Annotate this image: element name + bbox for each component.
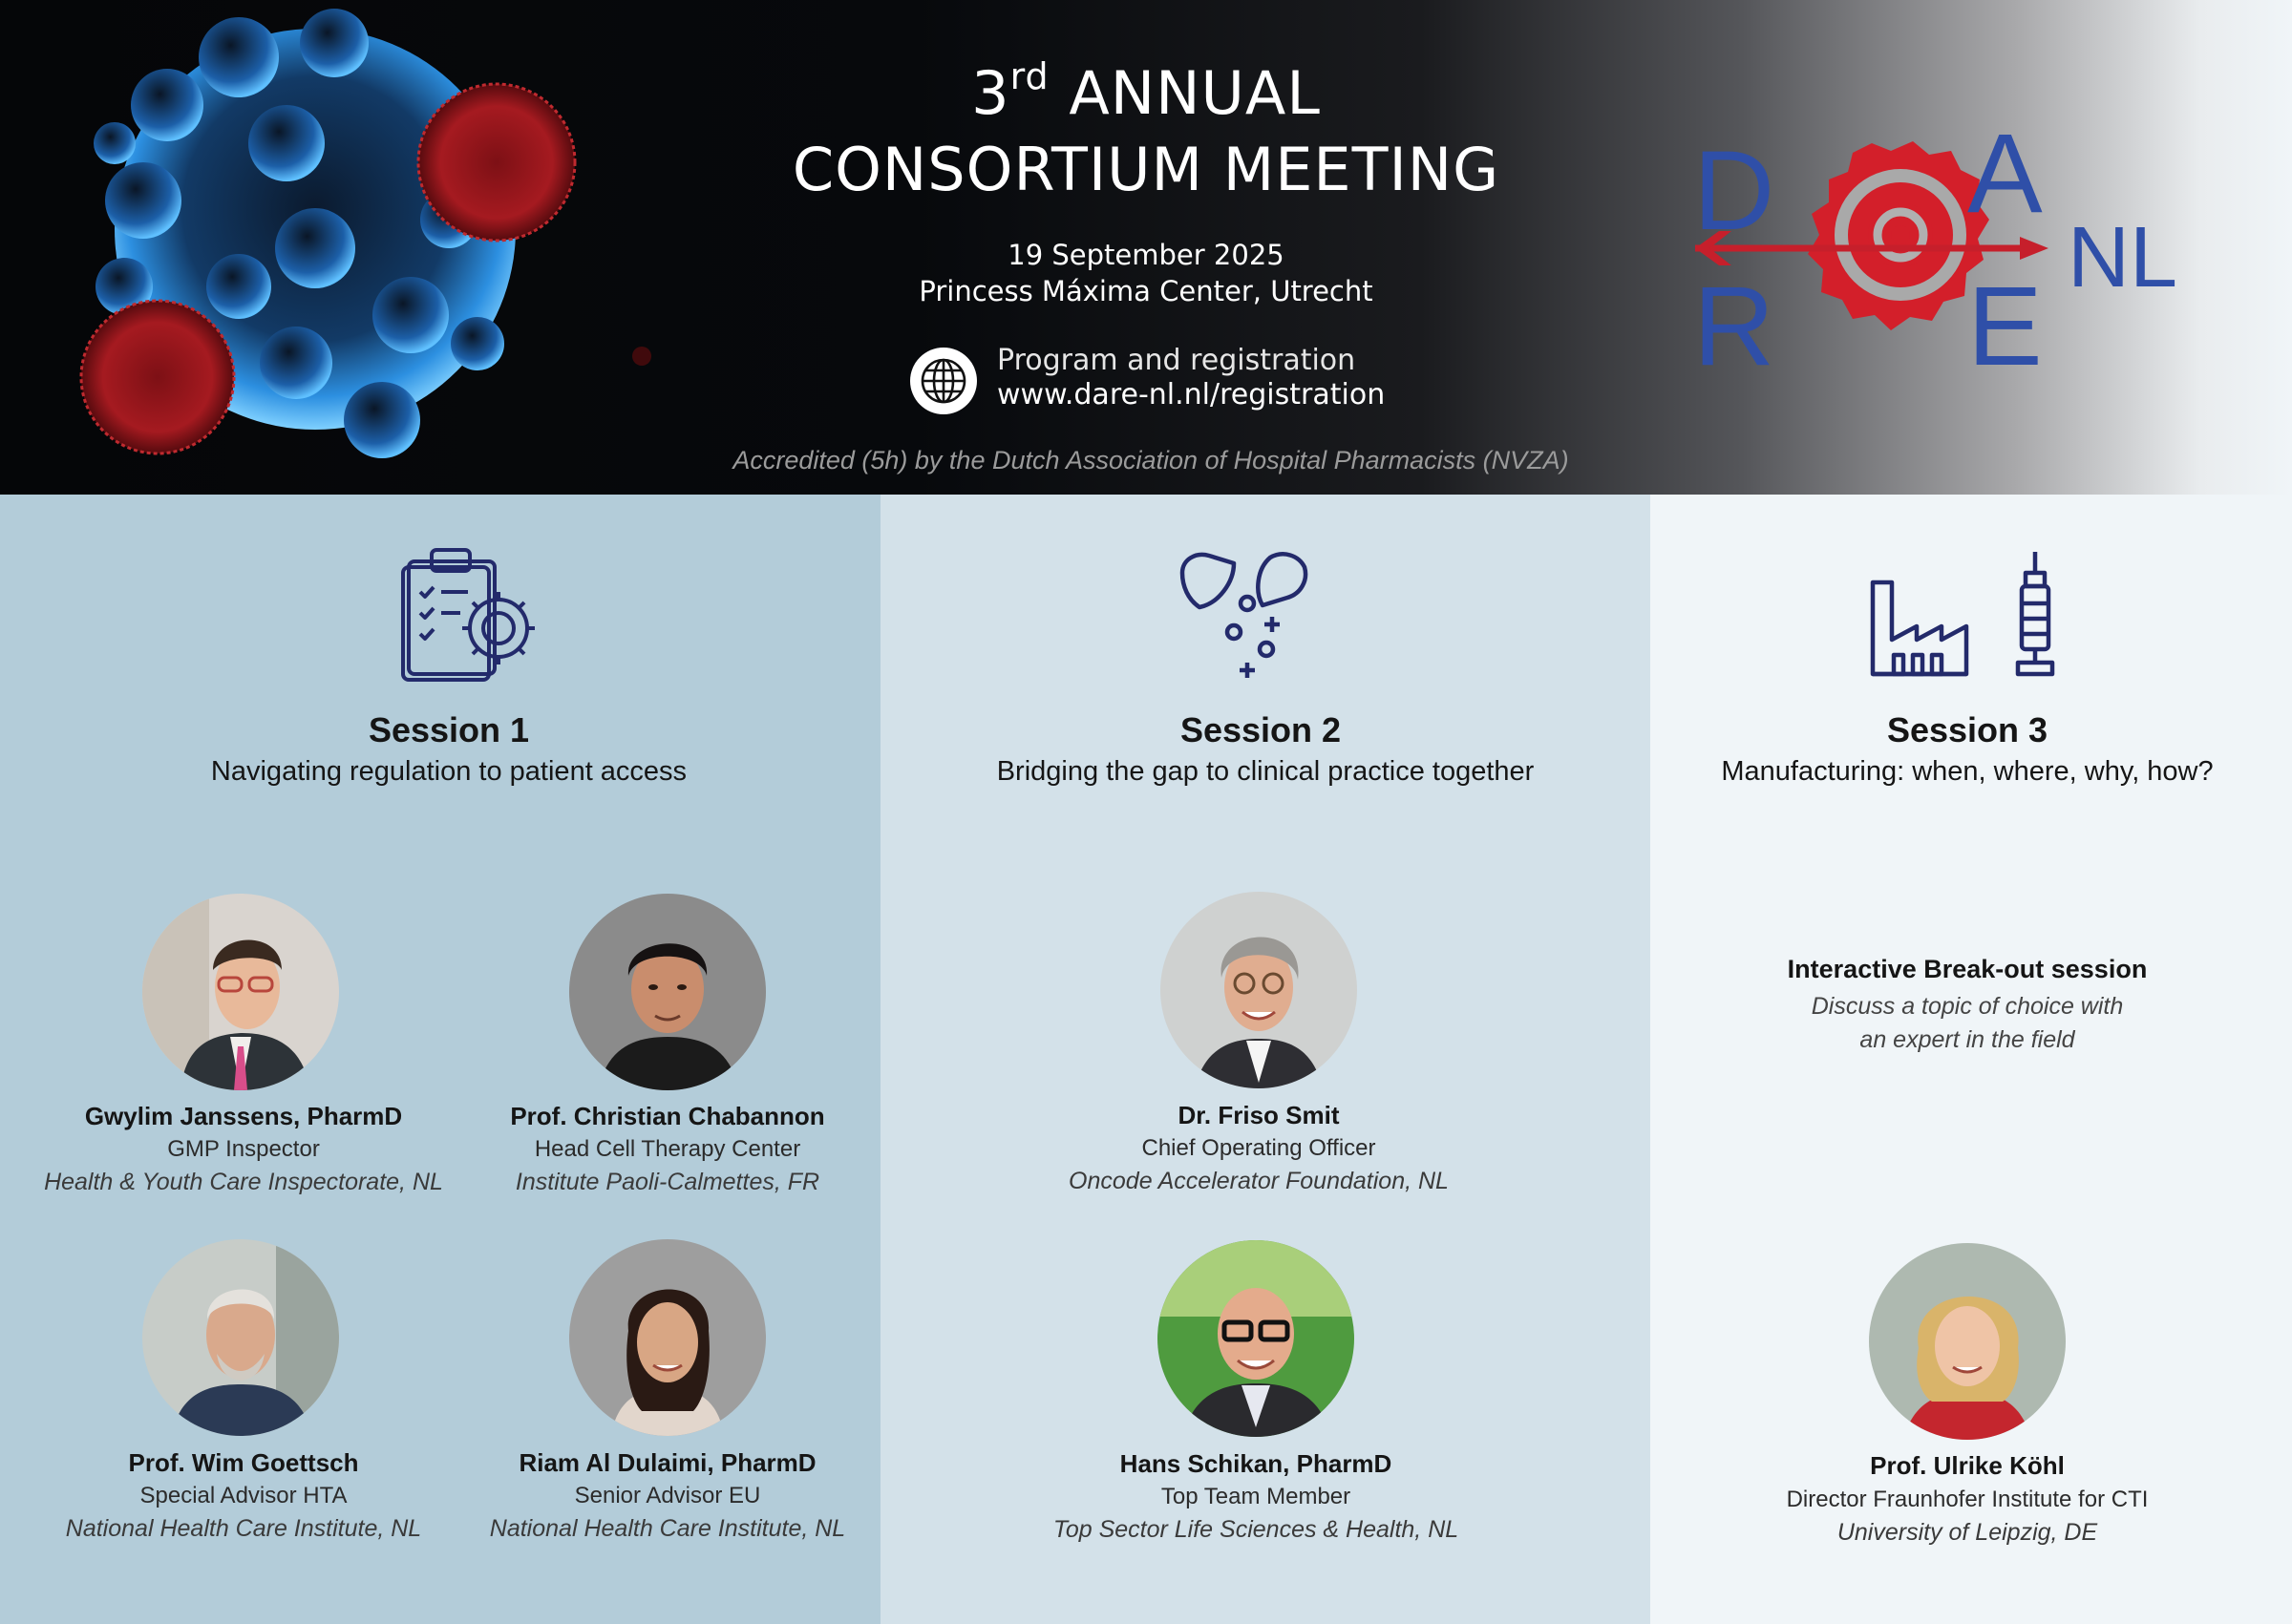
title-line-1: 3rd ANNUAL: [971, 55, 1321, 128]
event-date: 19 September 2025: [1008, 239, 1284, 271]
speaker-org: Health & Youth Care Inspectorate, NL: [44, 1169, 443, 1195]
speaker-role: GMP Inspector: [167, 1136, 320, 1162]
breakout-description: [1681, 990, 2254, 1057]
speaker-role: Head Cell Therapy Center: [534, 1136, 801, 1162]
speaker-name: Prof. Ulrike Köhl: [1870, 1451, 2065, 1480]
event-title: [668, 55, 1624, 208]
title-line-2: CONSORTIUM MEETING: [792, 135, 1500, 204]
clipboard-gear-icon: [392, 537, 544, 689]
logo-letter-r: R: [1693, 264, 1775, 390]
session-1-subtitle: Navigating regulation to patient access: [210, 756, 688, 787]
avatar: [569, 894, 766, 1090]
speaker-name: Prof. Christian Chabannon: [510, 1102, 825, 1130]
speaker-name: Riam Al Dulaimi, PharmD: [519, 1448, 817, 1477]
speaker-photo-janssens: [142, 894, 339, 1090]
speaker-role: Senior Advisor EU: [574, 1483, 761, 1508]
speaker-role: Chief Operating Officer: [1141, 1135, 1376, 1161]
session-1-title: Session 1: [368, 710, 530, 749]
speaker-role: Director Fraunhofer Institute for CTI: [1786, 1487, 2149, 1512]
breakout-title: Interactive Break-out session: [1787, 955, 2148, 983]
dare-nl-logo: [1686, 115, 2182, 391]
speaker-org: National Health Care Institute, NL: [489, 1515, 846, 1542]
speaker-org: University of Leipzig, DE: [1836, 1519, 2098, 1546]
registration-label: Program and registration: [997, 344, 1356, 377]
session-3-title: Session 3: [1886, 710, 2048, 749]
speaker-photo-al-dulaimi: [569, 1239, 766, 1436]
speaker-role: Top Team Member: [1160, 1484, 1351, 1509]
breakout-desc-line-1: Discuss a topic of choice with: [1811, 993, 2124, 1020]
speaker-photo-smit: [1160, 892, 1357, 1088]
logo-letter-d: D: [1693, 128, 1775, 254]
registration-link[interactable]: www.dare-nl.nl/registration: [997, 378, 1386, 411]
session-2-title: Session 2: [1179, 710, 1342, 749]
cell-illustration: [0, 0, 688, 495]
avatar: [1869, 1243, 2066, 1440]
speaker-org: National Health Care Institute, NL: [65, 1515, 422, 1542]
speaker-name: Hans Schikan, PharmD: [1119, 1449, 1392, 1478]
avatar: [142, 894, 339, 1090]
speaker-photo-chabannon: [569, 894, 766, 1090]
speaker-org: Institute Paoli-Calmettes, FR: [515, 1169, 820, 1195]
speaker-org: Oncode Accelerator Foundation, NL: [1069, 1168, 1449, 1194]
header-banner: [0, 0, 2292, 495]
speaker-name: Prof. Wim Goettsch: [128, 1448, 359, 1477]
capsule-icon: [1175, 546, 1327, 689]
avatar: [1157, 1240, 1354, 1437]
speaker-name: Dr. Friso Smit: [1178, 1101, 1340, 1129]
accreditation-note: Accredited (5h) by the Dutch Association of Hospital Pharmacists (NVZA): [732, 446, 1569, 475]
speaker-org: Top Sector Life Sciences & Health, NL: [1052, 1516, 1459, 1543]
speaker-name: Gwylim Janssens, PharmD: [84, 1102, 403, 1130]
avatar: [1160, 892, 1357, 1088]
globe-icon: [909, 347, 978, 415]
avatar: [142, 1239, 339, 1436]
event-venue: Princess Máxima Center, Utrecht: [919, 275, 1373, 307]
speaker-photo-schikan: [1157, 1240, 1354, 1437]
session-3-subtitle: Manufacturing: when, where, why, how?: [1721, 756, 2214, 787]
speaker-role: Special Advisor HTA: [139, 1483, 348, 1508]
factory-syringe-icon: [1867, 548, 2068, 682]
speaker-photo-koehl: [1869, 1243, 2066, 1440]
logo-letter-e: E: [1967, 264, 2043, 390]
logo-letter-a: A: [1967, 115, 2043, 237]
speaker-photo-goettsch: [142, 1239, 339, 1436]
breakout-desc-line-2: an expert in the field: [1859, 1026, 2075, 1053]
logo-suffix-nl: NL: [2068, 210, 2178, 306]
session-2-subtitle: Bridging the gap to clinical practice together: [996, 756, 1535, 787]
avatar: [569, 1239, 766, 1436]
